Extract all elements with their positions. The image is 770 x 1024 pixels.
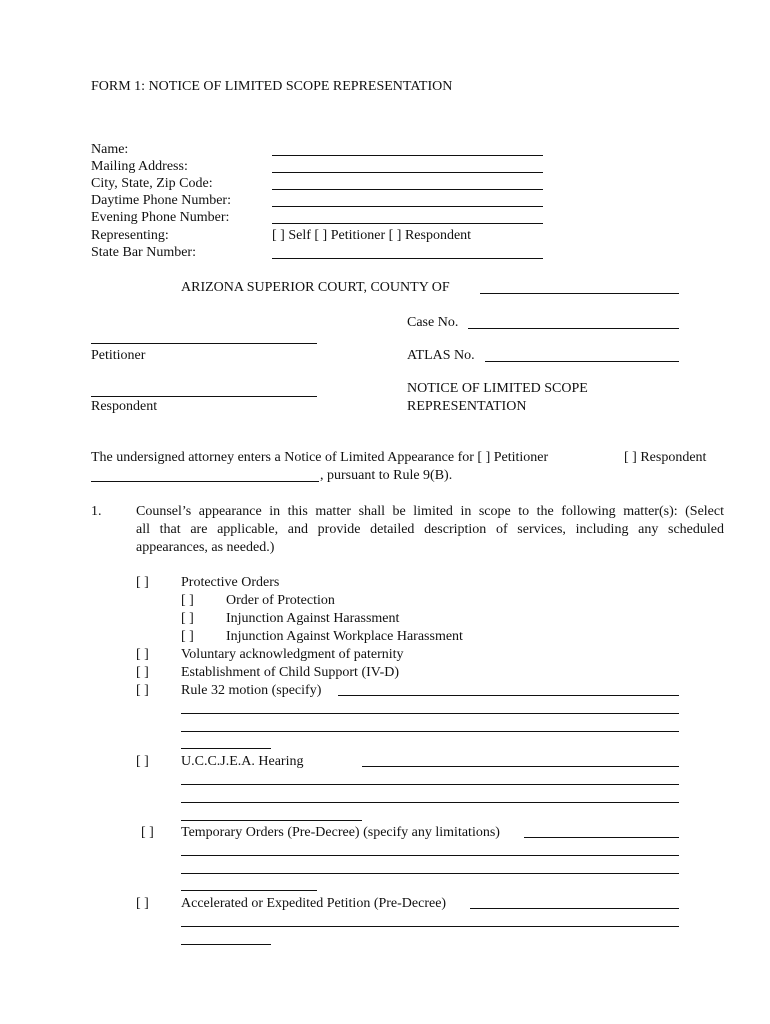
city-state-zip-label: City, State, Zip Code:	[91, 176, 213, 191]
item-uccjea: U.C.C.J.E.A. Hearing	[181, 754, 304, 769]
item-paternity: Voluntary acknowledgment of paternity	[181, 647, 404, 662]
statement-respondent-option[interactable]: [ ] Respondent	[624, 450, 707, 465]
name-label: Name:	[91, 142, 129, 157]
item-injunction-workplace: Injunction Against Workplace Harassment	[226, 629, 463, 644]
item-rule32: Rule 32 motion (specify)	[181, 683, 322, 698]
accelerated-field-line3[interactable]	[181, 944, 271, 945]
county-field[interactable]	[480, 293, 679, 294]
mailing-address-field[interactable]	[272, 172, 543, 173]
court-label: ARIZONA SUPERIOR COURT, COUNTY OF	[181, 280, 450, 295]
checkbox-rule32[interactable]: [ ]	[136, 683, 149, 698]
section-text-line3: appearances, as needed.)	[136, 540, 275, 555]
checkbox-protective-orders[interactable]: [ ]	[136, 575, 149, 590]
section-number: 1.	[91, 504, 102, 519]
item-protective-orders: Protective Orders	[181, 575, 280, 590]
temporary-field-line1[interactable]	[524, 837, 679, 838]
name-field[interactable]	[272, 155, 543, 156]
statement-line2: , pursuant to Rule 9(B).	[320, 468, 453, 483]
temporary-field-line3[interactable]	[181, 873, 679, 874]
rule32-field-line1[interactable]	[338, 695, 679, 696]
document-title-line1: NOTICE OF LIMITED SCOPE	[407, 381, 588, 396]
form-title: FORM 1: NOTICE OF LIMITED SCOPE REPRESENTATION	[91, 79, 453, 94]
accelerated-field-line2[interactable]	[181, 926, 679, 927]
item-order-of-protection: Order of Protection	[226, 593, 335, 608]
city-state-zip-field[interactable]	[272, 189, 543, 190]
checkbox-temporary-orders[interactable]: [ ]	[141, 825, 154, 840]
uccjea-field-line2[interactable]	[181, 784, 679, 785]
daytime-phone-field[interactable]	[272, 206, 543, 207]
uccjea-field-line1[interactable]	[362, 766, 679, 767]
checkbox-injunction-workplace[interactable]: [ ]	[181, 629, 194, 644]
checkbox-injunction-harassment[interactable]: [ ]	[181, 611, 194, 626]
petitioner-label: Petitioner	[91, 348, 146, 363]
statement-line1: The undersigned attorney enters a Notice of Limited Appearance for [ ] Petitioner	[91, 450, 549, 465]
temporary-field-line4[interactable]	[181, 890, 317, 891]
respondent-name-field[interactable]	[91, 396, 317, 397]
item-child-support: Establishment of Child Support (IV-D)	[181, 665, 400, 680]
representing-label: Representing:	[91, 228, 169, 243]
uccjea-field-line3[interactable]	[181, 802, 679, 803]
checkbox-uccjea[interactable]: [ ]	[136, 754, 149, 769]
rule32-field-line3[interactable]	[181, 731, 679, 732]
evening-phone-field[interactable]	[272, 223, 543, 224]
case-no-label: Case No.	[407, 315, 459, 330]
accelerated-field-line1[interactable]	[470, 908, 679, 909]
rule32-field-line4[interactable]	[181, 748, 271, 749]
checkbox-accelerated-petition[interactable]: [ ]	[136, 896, 149, 911]
temporary-field-line2[interactable]	[181, 855, 679, 856]
daytime-phone-label: Daytime Phone Number:	[91, 193, 231, 208]
respondent-label: Respondent	[91, 399, 158, 414]
checkbox-order-of-protection[interactable]: [ ]	[181, 593, 194, 608]
item-temporary-orders: Temporary Orders (Pre-Decree) (specify any limitations)	[181, 825, 500, 840]
case-no-field[interactable]	[468, 328, 679, 329]
rule32-field-line2[interactable]	[181, 713, 679, 714]
checkbox-paternity[interactable]: [ ]	[136, 647, 149, 662]
item-injunction-harassment: Injunction Against Harassment	[226, 611, 400, 626]
mailing-address-label: Mailing Address:	[91, 159, 188, 174]
petitioner-name-field[interactable]	[91, 343, 317, 344]
state-bar-label: State Bar Number:	[91, 245, 196, 260]
document-title-line2: REPRESENTATION	[407, 399, 527, 414]
item-accelerated-petition: Accelerated or Expedited Petition (Pre-Decree)	[181, 896, 447, 911]
atlas-no-field[interactable]	[485, 361, 679, 362]
statement-blank[interactable]	[91, 481, 319, 482]
section-text-line1: Counsel’s appearance in this matter shall be limited in scope to the following matter(s): (Select	[136, 504, 724, 519]
checkbox-child-support[interactable]: [ ]	[136, 665, 149, 680]
evening-phone-label: Evening Phone Number:	[91, 210, 230, 225]
uccjea-field-line4[interactable]	[181, 820, 362, 821]
state-bar-field[interactable]	[272, 258, 543, 259]
section-text-line2: all that are applicable, and provide detailed description of services, including any scheduled	[136, 522, 724, 537]
atlas-no-label: ATLAS No.	[407, 348, 475, 363]
representing-options[interactable]: [ ] Self [ ] Petitioner [ ] Respondent	[272, 228, 472, 243]
